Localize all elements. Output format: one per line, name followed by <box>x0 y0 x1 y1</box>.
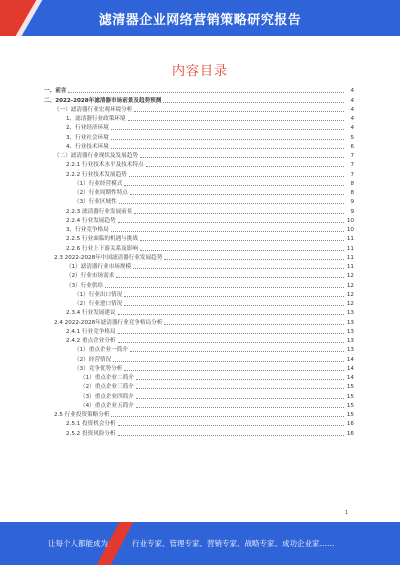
toc-leader-dots <box>136 407 344 408</box>
toc-entry-label: （3）重点企业四简介 <box>80 393 134 400</box>
toc-entry-label: 2.2.1 行业技术水平及技术特点 <box>66 162 144 169</box>
toc-entry-label: 2.4.2 重点企业分析 <box>66 338 116 344</box>
toc-entry-page: 10 <box>346 227 354 233</box>
toc-entry-page: 9 <box>350 208 354 215</box>
toc-entry[interactable] <box>44 205 354 214</box>
toc-leader-dots <box>134 111 344 112</box>
toc-entry-label: 2.3.4 行业发展建议 <box>66 310 116 317</box>
toc-entry-label: 一、前言 <box>44 88 67 95</box>
toc-entry[interactable] <box>44 316 354 325</box>
toc-leader-dots <box>134 213 344 214</box>
toc-leader-dots <box>163 102 344 103</box>
toc-leader-dots <box>124 296 344 297</box>
toc-leader-dots <box>118 342 344 343</box>
toc-entry-label: 3、行业社会环境 <box>66 134 109 141</box>
toc-entry-page: 11 <box>346 236 354 243</box>
toc-entry-label: （2）行业市场需求 <box>66 273 115 280</box>
toc-entry[interactable] <box>44 168 354 177</box>
toc-entry-label: （一）滤清器行业宏观环境分析 <box>54 106 133 113</box>
toc-entry[interactable] <box>44 289 354 298</box>
toc-entry-label: （1）重点企业一简介 <box>74 347 128 354</box>
toc-leader-dots <box>133 268 344 269</box>
toc-entry[interactable] <box>44 150 354 159</box>
toc-entry-label: 2.3 2022-2028年中国滤清器行业发展趋势 <box>54 254 163 261</box>
toc-leader-dots <box>124 305 344 306</box>
toc-leader-dots <box>128 120 345 121</box>
toc-leader-dots <box>140 157 344 158</box>
toc-entry[interactable] <box>44 141 354 150</box>
toc-leader-dots <box>129 176 344 177</box>
toc-entry[interactable] <box>44 252 354 261</box>
toc-entry-label: （1）滤清器行业市场规模 <box>66 264 132 270</box>
toc-entry-page: 8 <box>350 180 354 187</box>
toc-entry-label: （1）行业出口情况 <box>74 291 123 298</box>
toc-entry-page: 10 <box>346 217 354 224</box>
toc-entry-page: 4 <box>350 88 354 95</box>
toc-entry-page: 14 <box>346 375 354 381</box>
toc-entry[interactable] <box>44 196 354 205</box>
toc-entry-page: 16 <box>346 430 354 437</box>
toc-entry-label: 2.4.1 行业竞争格局 <box>66 328 116 335</box>
toc-entry[interactable] <box>44 85 354 94</box>
toc-entry-label: （3）行业区域性 <box>74 199 117 206</box>
table-of-contents <box>44 85 354 437</box>
toc-entry-page: 12 <box>346 301 354 307</box>
toc-leader-dots <box>124 370 344 371</box>
toc-entry-page: 4 <box>350 97 354 104</box>
toc-leader-dots <box>111 231 344 232</box>
toc-leader-dots <box>136 379 344 380</box>
toc-entry-label: （4）重点企业五简介 <box>80 402 134 409</box>
toc-entry-label: 4、行业技术环境 <box>66 143 109 150</box>
toc-entry-page: 11 <box>346 264 354 270</box>
toc-entry[interactable] <box>44 94 354 103</box>
toc-entry-page: 13 <box>346 347 354 354</box>
toc-entry[interactable] <box>44 372 354 381</box>
toc-leader-dots <box>130 351 344 352</box>
page-footer <box>0 522 400 565</box>
toc-entry-label: 2.4 2022-2028年滤清器行业竞争格局分析 <box>54 319 163 326</box>
toc-entry[interactable] <box>44 104 354 113</box>
toc-entry[interactable] <box>44 390 354 399</box>
toc-leader-dots <box>118 222 344 223</box>
toc-entry-label: 2.2.5 行业面临的机遇与挑战 <box>66 236 138 243</box>
toc-entry-label: 二、2022-2028年滤清器市场前景及趋势预测 <box>44 97 162 104</box>
toc-entry-page: 6 <box>350 143 354 150</box>
toc-leader-dots <box>118 314 344 315</box>
toc-entry-page: 7 <box>350 153 354 159</box>
toc-entry-label: 2、行业经济环境 <box>66 125 109 132</box>
toc-entry[interactable] <box>44 178 354 187</box>
toc-entry-label: （2）行业周期性特点 <box>74 190 128 196</box>
toc-leader-dots <box>118 425 344 426</box>
toc-entry[interactable] <box>44 113 354 122</box>
toc-leader-dots <box>124 185 344 186</box>
toc-entry[interactable] <box>44 353 354 362</box>
toc-leader-dots <box>118 435 344 436</box>
toc-entry[interactable] <box>44 381 354 390</box>
toc-leader-dots <box>111 416 344 417</box>
toc-entry-page: 13 <box>346 319 354 326</box>
toc-entry-label: （二）滤清器行业现状及发展趋势 <box>54 153 138 159</box>
toc-entry-page: 5 <box>350 134 354 141</box>
toc-entry[interactable] <box>44 400 354 409</box>
toc-entry-page: 15 <box>346 393 354 400</box>
toc-entry[interactable] <box>44 335 354 344</box>
toc-entry[interactable] <box>44 233 354 242</box>
toc-entry-page: 13 <box>346 328 354 335</box>
toc-entry-page: 4 <box>350 116 354 122</box>
toc-entry[interactable] <box>44 363 354 372</box>
toc-leader-dots <box>146 166 344 167</box>
toc-title: 内容目录 <box>171 64 228 79</box>
toc-entry-page: 15 <box>346 412 354 418</box>
toc-entry-page: 7 <box>350 162 354 169</box>
toc-leader-dots <box>116 277 344 278</box>
toc-entry-label: 2.2.6 行业上下游关系及影响 <box>66 245 138 252</box>
footer-slogan-right: 行业专家、管理专家、营销专家、战略专家、成功企业家…… <box>132 539 335 548</box>
toc-entry[interactable] <box>44 122 354 131</box>
toc-entry-label: 2.5 行业投资策略分析 <box>54 412 110 418</box>
toc-leader-dots <box>111 139 344 140</box>
toc-entry[interactable] <box>44 131 354 140</box>
toc-entry-page: 12 <box>346 273 354 280</box>
toc-entry-page: 4 <box>350 106 354 113</box>
toc-leader-dots <box>130 194 344 195</box>
toc-leader-dots <box>68 92 344 93</box>
toc-entry-page: 14 <box>346 356 354 363</box>
toc-entry[interactable] <box>44 409 354 418</box>
toc-entry[interactable] <box>44 242 354 251</box>
page-header <box>0 0 400 36</box>
toc-entry[interactable] <box>44 326 354 335</box>
toc-entry-label: 2.2.4 行业发展趋势 <box>66 217 116 224</box>
toc-entry-label: 2.5.1 投资机会分析 <box>66 421 116 428</box>
toc-leader-dots <box>105 287 344 288</box>
toc-entry-label: 2.2.2 行业技术发展趋势 <box>66 171 127 178</box>
toc-leader-dots <box>140 250 344 251</box>
toc-leader-dots <box>118 333 344 334</box>
toc-entry-page: 8 <box>350 190 354 196</box>
toc-entry-page: 11 <box>346 254 354 261</box>
toc-entry-page: 9 <box>350 199 354 206</box>
toc-entry[interactable] <box>44 418 354 427</box>
toc-entry[interactable] <box>44 187 354 196</box>
toc-entry-page: 7 <box>350 171 354 178</box>
toc-entry-page: 16 <box>346 421 354 428</box>
toc-entry[interactable] <box>44 215 354 224</box>
toc-entry-label: 1、滤清器行业政策环境 <box>66 116 126 122</box>
toc-entry-label: 2.2.3 滤清器行业发展前景 <box>66 208 133 215</box>
report-title: 滤清器企业网络营销策略研究报告 <box>98 13 302 28</box>
toc-leader-dots <box>164 259 344 260</box>
toc-leader-dots <box>113 361 344 362</box>
toc-entry[interactable] <box>44 427 354 436</box>
toc-entry-page: 12 <box>346 291 354 298</box>
toc-entry-page: 15 <box>346 384 354 391</box>
toc-leader-dots <box>119 203 344 204</box>
toc-leader-dots <box>111 129 344 130</box>
toc-entry-page: 12 <box>346 282 354 289</box>
toc-entry-label: （1）重点企业二简介 <box>80 375 134 381</box>
toc-entry-label: （2）经营情况 <box>74 356 112 363</box>
toc-leader-dots <box>136 398 344 399</box>
toc-entry-label: 2.5.2 投资风险分析 <box>66 430 116 437</box>
toc-entry-label: （3）行业供给 <box>66 282 104 289</box>
toc-leader-dots <box>111 148 344 149</box>
toc-entry-label: （3）竞争优势分析 <box>74 365 123 372</box>
toc-entry-label: 3、行业竞争格局 <box>66 227 109 233</box>
toc-entry[interactable] <box>44 159 354 168</box>
toc-entry-page: 13 <box>346 338 354 344</box>
toc-leader-dots <box>140 240 344 241</box>
toc-entry[interactable] <box>44 279 354 288</box>
page-number: 1 <box>345 510 349 516</box>
toc-leader-dots <box>136 388 344 389</box>
toc-entry-label: （2）重点企业三简介 <box>80 384 134 391</box>
toc-entry-label: （2）行业进口情况 <box>74 301 123 307</box>
toc-entry[interactable] <box>44 224 354 233</box>
toc-entry[interactable] <box>44 261 354 270</box>
toc-entry[interactable] <box>44 307 354 316</box>
toc-entry-page: 14 <box>346 365 354 372</box>
toc-entry[interactable] <box>44 270 354 279</box>
toc-entry-page: 15 <box>346 402 354 409</box>
toc-entry-page: 4 <box>350 125 354 132</box>
toc-leader-dots <box>164 324 344 325</box>
toc-entry[interactable] <box>44 298 354 307</box>
toc-entry-label: （1）行业经营模式 <box>74 180 123 187</box>
footer-slogan-left: 让每个人都能成为 <box>48 539 108 548</box>
toc-entry-page: 11 <box>346 245 354 252</box>
toc-entry-page: 13 <box>346 310 354 317</box>
toc-entry[interactable] <box>44 344 354 353</box>
